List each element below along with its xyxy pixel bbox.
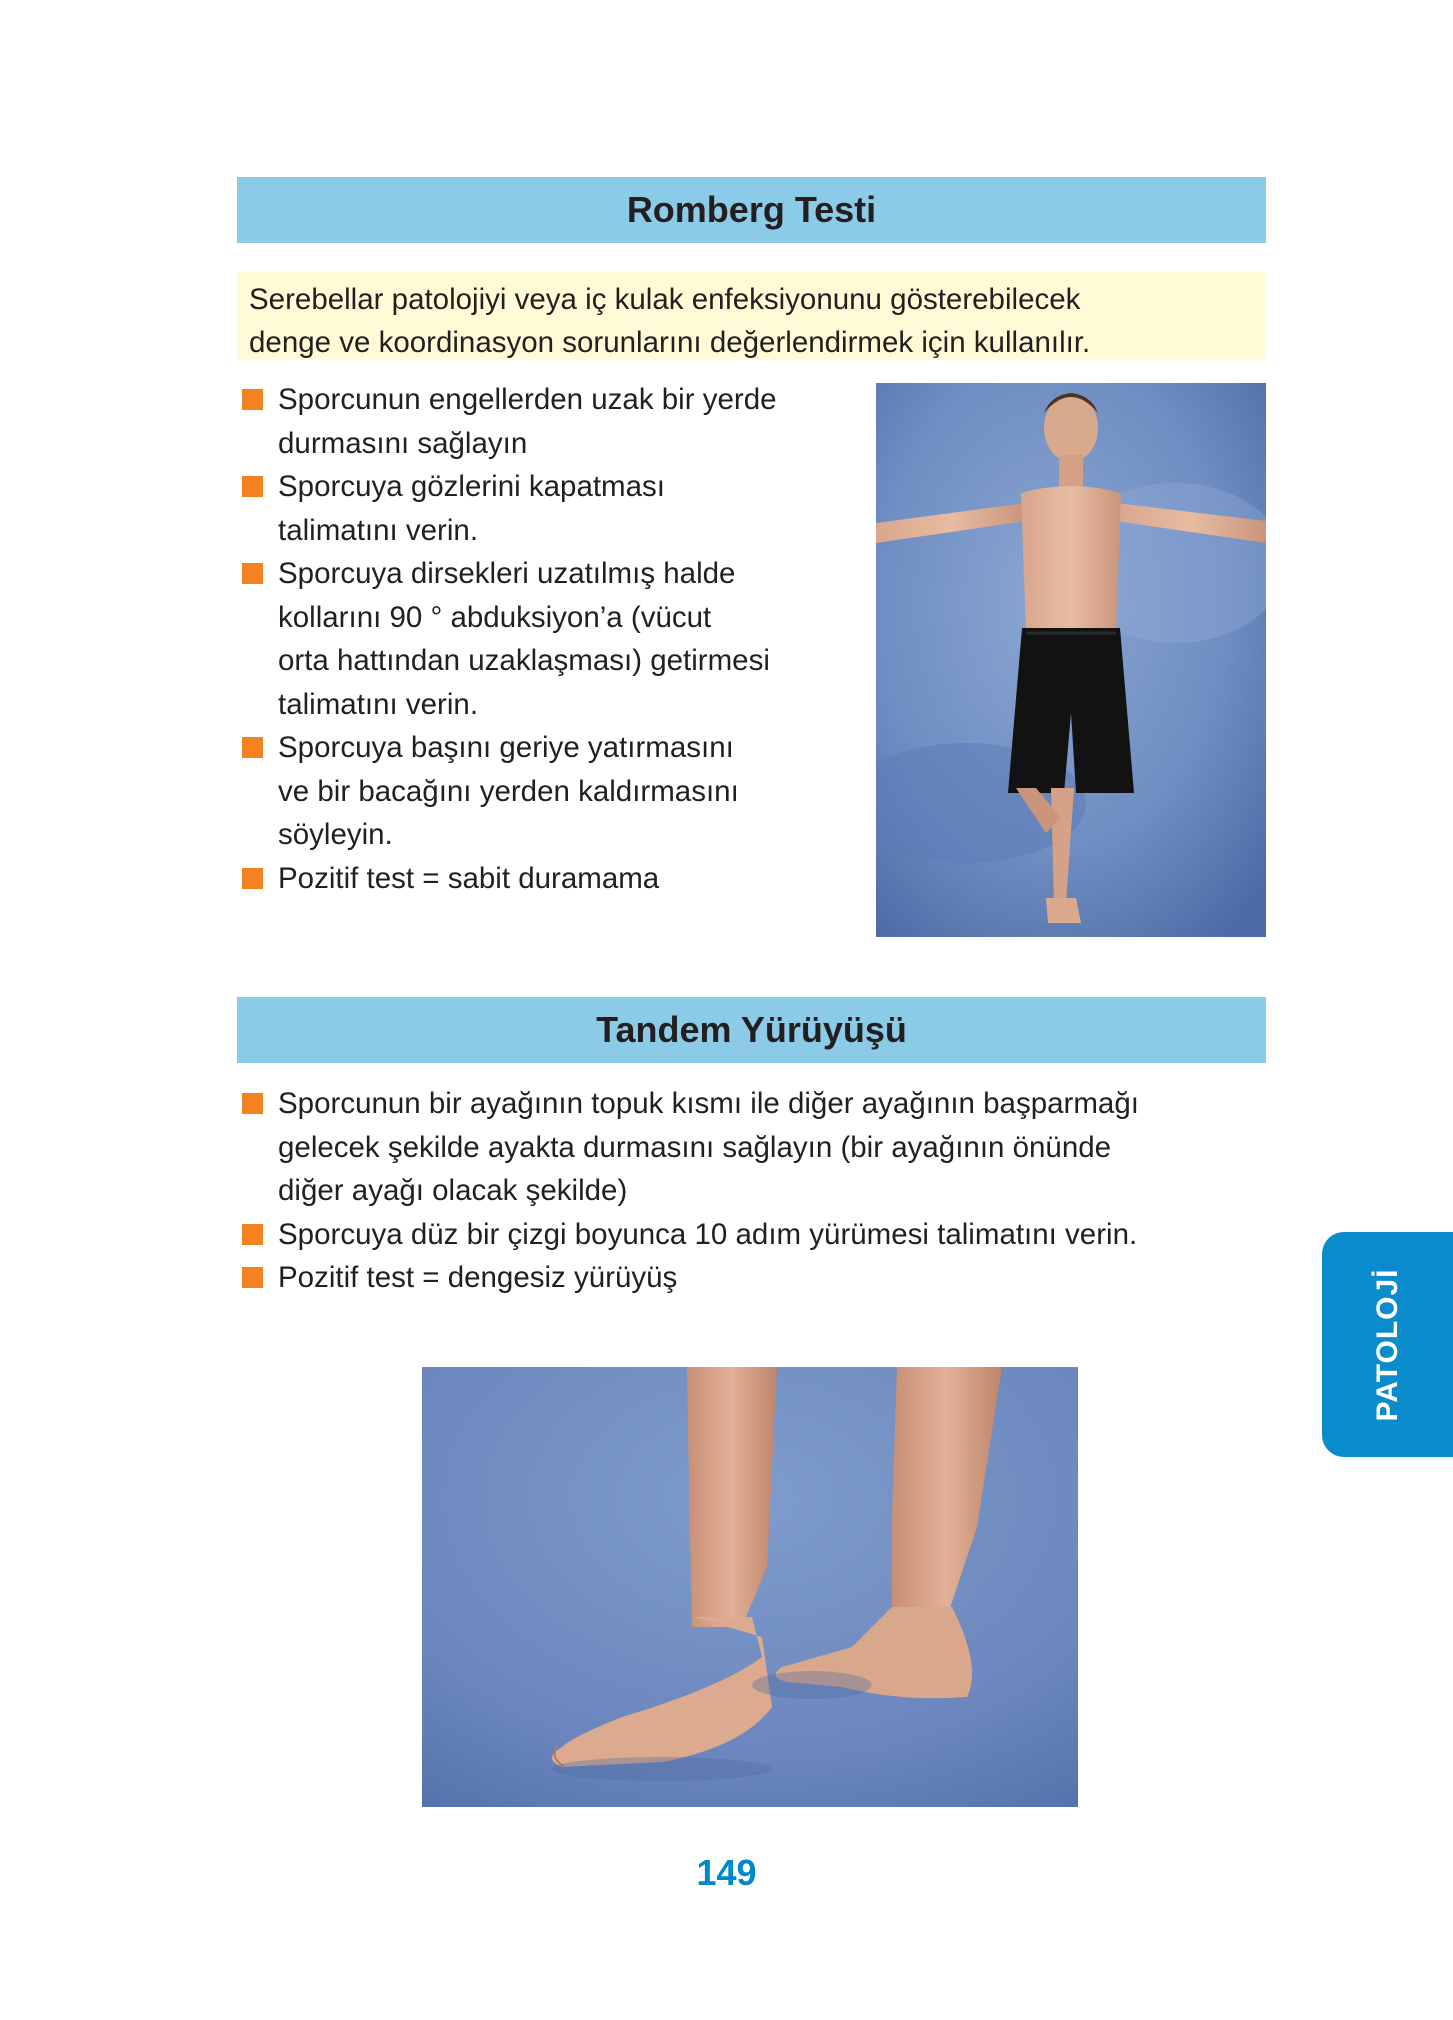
list-item-text: Sporcuya başını geriye yatırmasını xyxy=(278,731,734,764)
list-item xyxy=(237,1256,1277,1300)
list-item-text: talimatını verin. xyxy=(278,687,479,721)
romberg-intro-box xyxy=(237,272,1266,360)
romberg-title xyxy=(237,177,1266,243)
list-item-text: söyleyin. xyxy=(278,818,393,851)
list-item-text: Pozitif test = dengesiz yürüyüş xyxy=(278,1261,678,1294)
list-item-text: gelecek şekilde ayakta durmasını sağlayın (bir ayağının önünde xyxy=(278,1130,1112,1164)
chapter-side-tab-label: PATOLOJİ xyxy=(1370,1267,1404,1422)
tandem-title xyxy=(237,997,1266,1063)
tandem-bullet-list xyxy=(237,1082,1277,1300)
list-item-text: kollarını 90 ° abduksiyon’a (vücut xyxy=(278,600,712,634)
list-item-text: diğer ayağı olacak şekilde) xyxy=(278,1174,628,1207)
orange-square-bullet-icon xyxy=(242,563,263,584)
list-item-text: durmasını sağlayın xyxy=(278,426,528,460)
page-number: 149 xyxy=(696,1852,757,1893)
list-item xyxy=(237,465,847,552)
list-item xyxy=(237,857,847,901)
list-item-text: talimatını verin. xyxy=(278,513,479,547)
tandem-walk-photo xyxy=(422,1367,1078,1807)
tandem-title-text: Tandem Yürüyüşü xyxy=(596,1009,907,1050)
list-item xyxy=(237,726,847,857)
romberg-intro-line: denge ve koordinasyon sorunlarını değerlendirmek için kullanılır. xyxy=(249,326,1091,359)
orange-square-bullet-icon xyxy=(242,868,263,889)
list-item-text: Sporcunun engellerden uzak bir yerde xyxy=(278,383,777,416)
list-item-text: Sporcunun bir ayağının topuk kısmı ile diğer ayağının başparmağı xyxy=(278,1087,1139,1120)
list-item xyxy=(237,378,847,465)
orange-square-bullet-icon xyxy=(242,1267,263,1288)
list-item-text: Pozitif test = sabit duramama xyxy=(278,861,660,895)
list-item-text: ve bir bacağını yerden kaldırmasını xyxy=(278,774,739,808)
list-item xyxy=(237,1213,1277,1257)
romberg-test-photo xyxy=(876,383,1266,937)
orange-square-bullet-icon xyxy=(242,1093,263,1114)
orange-square-bullet-icon xyxy=(242,389,263,410)
list-item-text: Sporcuya dirsekleri uzatılmış halde xyxy=(278,557,736,590)
list-item-text: Sporcuya düz bir çizgi boyunca 10 adım yürümesi talimatını verin. xyxy=(278,1217,1138,1251)
list-item-text: orta hattından uzaklaşması) getirmesi xyxy=(278,644,770,677)
orange-square-bullet-icon xyxy=(242,737,263,758)
list-item-text: Sporcuya gözlerini kapatması xyxy=(278,470,665,503)
orange-square-bullet-icon xyxy=(242,476,263,497)
list-item xyxy=(237,1082,1277,1213)
list-item xyxy=(237,552,847,726)
romberg-intro-line: Serebellar patolojiyi veya iç kulak enfeksiyonunu gösterebilecek xyxy=(249,283,1081,316)
orange-square-bullet-icon xyxy=(242,1224,263,1245)
chapter-side-tab xyxy=(1322,1232,1453,1457)
romberg-title-text: Romberg Testi xyxy=(626,189,877,230)
romberg-bullet-list xyxy=(237,378,847,900)
